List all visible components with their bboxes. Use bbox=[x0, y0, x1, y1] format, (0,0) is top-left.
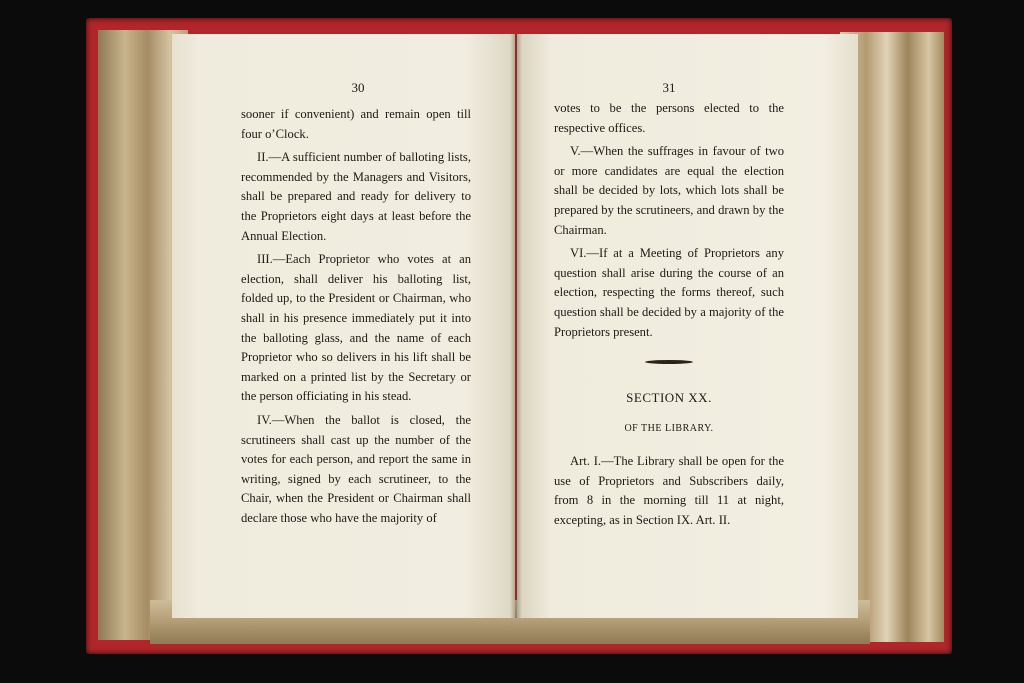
section-subtitle: OF THE LIBRARY. bbox=[624, 423, 714, 434]
right-page bbox=[517, 34, 858, 618]
left-page-text bbox=[241, 105, 471, 528]
paragraph: Art. I.—The Library shall be open for the use of Proprietors and Subscribers daily, from 8 in the morning till 11 at night, excepting, as in Section IX. Art. II. bbox=[554, 454, 784, 527]
page-number-left: 30 bbox=[351, 80, 365, 95]
paragraph: VI.—If at a Meeting of Proprietors any question shall arise during the course of an election, respecting the forms thereof, such question shall be decided by a majority of the Proprietors present. bbox=[554, 246, 784, 339]
paragraph: votes to be the persons elected to the respective offices. bbox=[554, 101, 784, 135]
left-page bbox=[172, 34, 515, 618]
section-divider-ornament bbox=[645, 360, 693, 364]
paragraph: V.—When the suffrages in favour of two or more candidates are equal the election shall be decided by lots, which lots shall be prepared by the scrutineers, and drawn by the Chairman. bbox=[554, 144, 784, 237]
paragraph: II.—A sufficient number of balloting lists, recommended by the Managers and Visitors, shall be prepared and ready for delivery to the Proprietors eight days at least before the Annual Election. bbox=[241, 150, 471, 243]
paragraph: III.—Each Proprietor who votes at an election, shall deliver his balloting list, folded up, to the President or Chairman, who shall in his presence immediately put it into the balloting glass, and the name of each Proprietor who so delivers in his lift shall be marked on a printed list by the Secretary or the person officiating in his stead. bbox=[241, 252, 471, 404]
book-gutter bbox=[510, 34, 522, 618]
right-page-text bbox=[554, 99, 784, 342]
section-title: SECTION XX. bbox=[626, 390, 712, 405]
paragraph: IV.—When the ballot is closed, the scrutineers shall cast up the number of the votes for each person, and report the same in writing, signed by each scrutineer, to the Chair, when the President or Chairman shall declare those who have the majority of bbox=[241, 412, 471, 525]
paragraph: sooner if convenient) and remain open till four o’Clock. bbox=[241, 107, 471, 141]
section-text bbox=[554, 452, 784, 530]
page-number-right: 31 bbox=[662, 80, 676, 95]
